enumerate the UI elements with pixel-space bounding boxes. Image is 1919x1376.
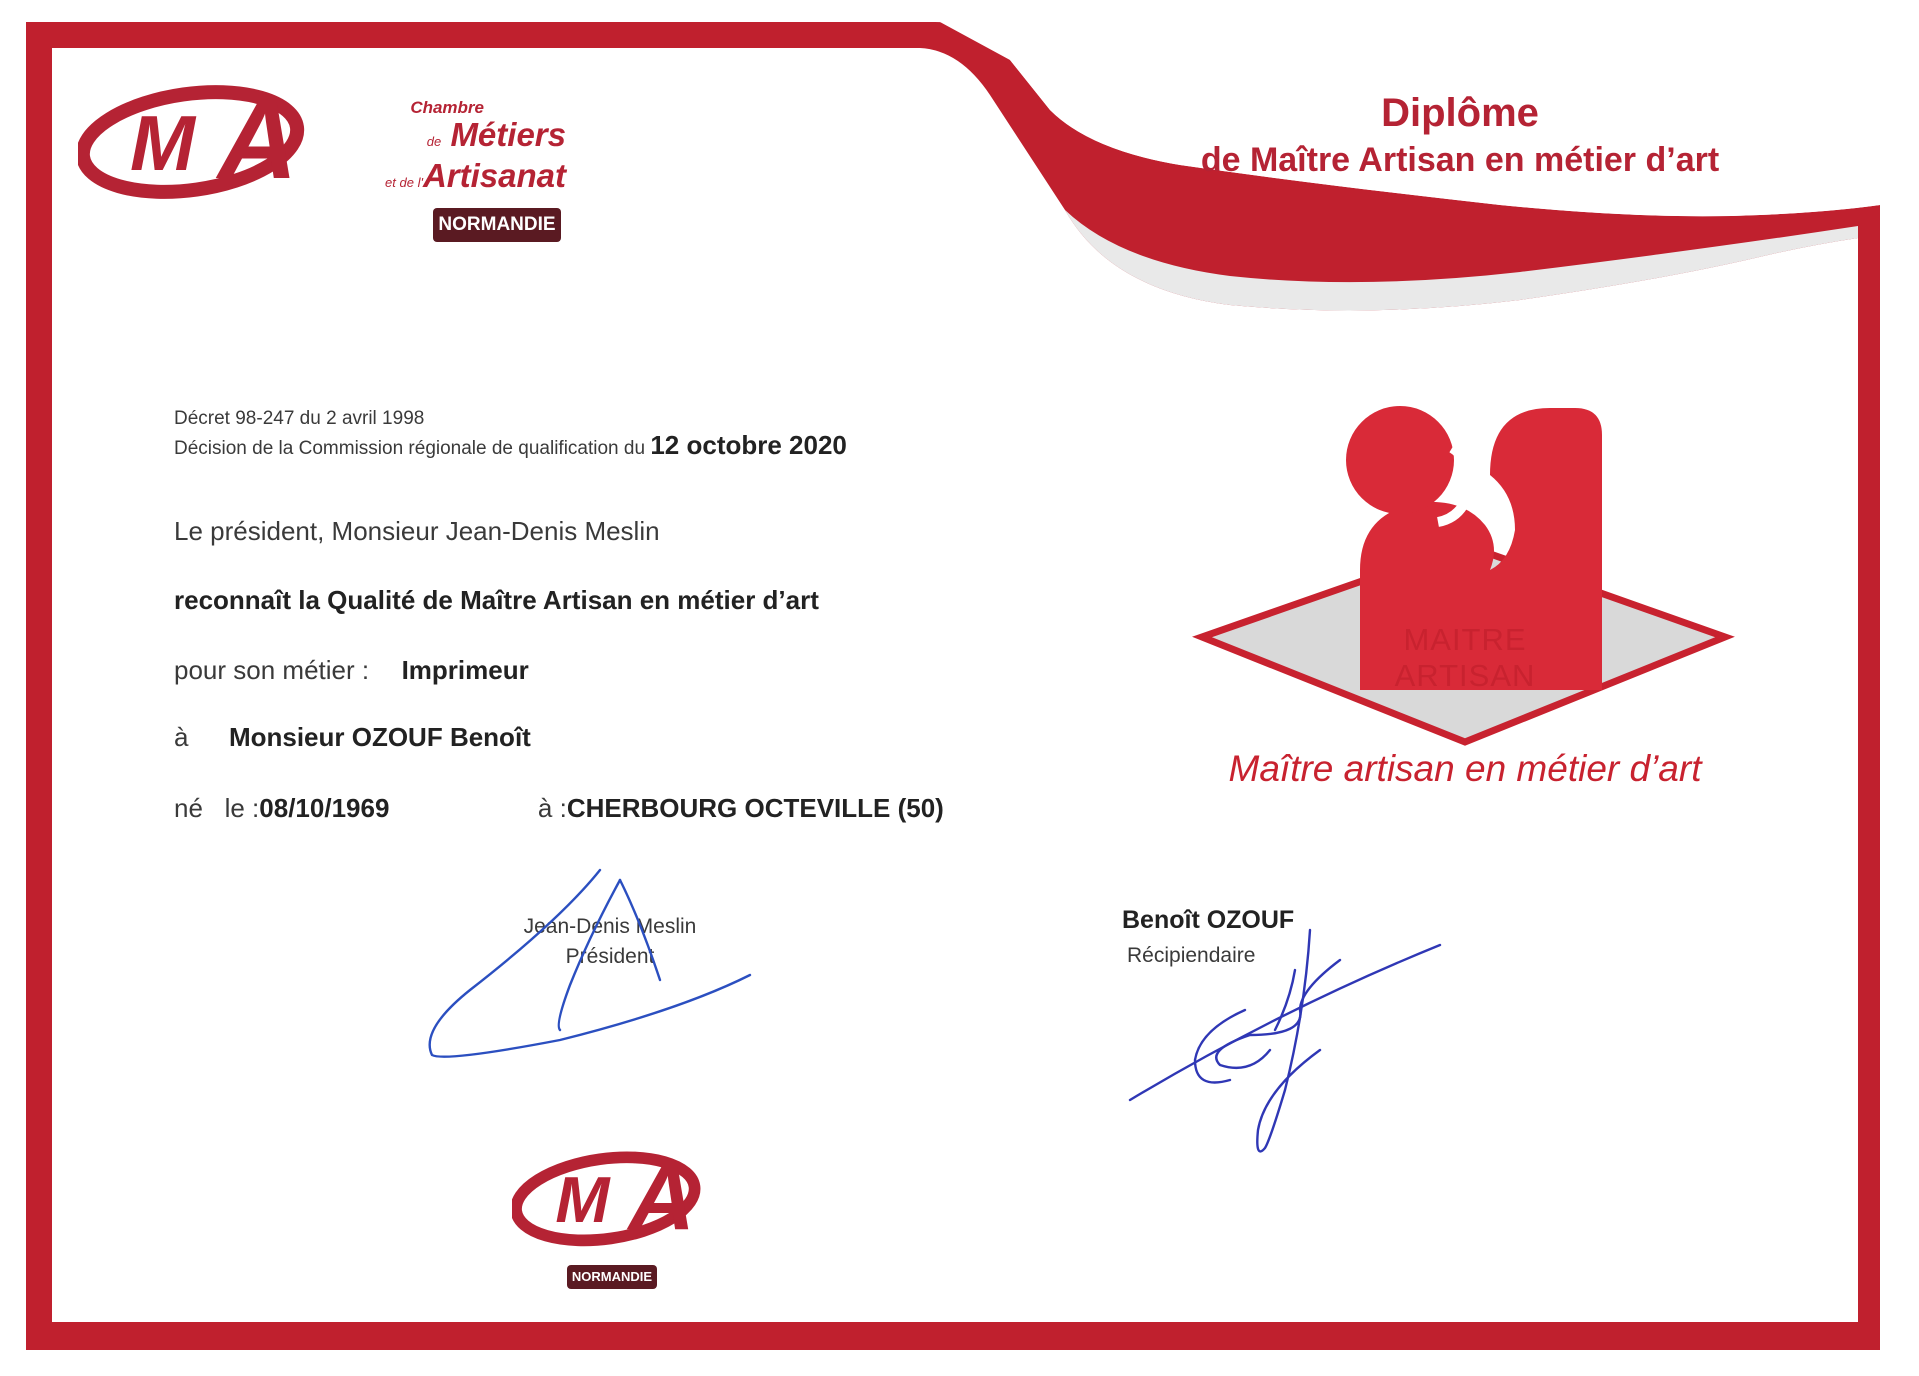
et-de-label: et de l'	[385, 175, 423, 190]
person-prefix: à	[174, 722, 189, 752]
svg-text:M: M	[555, 1163, 610, 1237]
cma-logo-footer	[512, 1148, 712, 1258]
emblem-caption: Maître artisan en métier d’art	[1228, 748, 1702, 789]
emblem-line-2: ARTISAN	[1394, 658, 1536, 693]
president-signature-block	[480, 912, 740, 972]
recipient-name: Benoît OZOUF	[1122, 906, 1295, 934]
metier-line	[174, 655, 529, 686]
birth-line	[174, 793, 944, 824]
chamber-name	[326, 98, 566, 200]
diploma-title	[1060, 88, 1860, 182]
birth-label: né le :	[174, 793, 260, 823]
president-line: Le président, Monsieur Jean-Denis Meslin	[174, 516, 660, 546]
person-value: Monsieur OZOUF Benoît	[228, 722, 531, 752]
person-line	[174, 722, 531, 753]
recognition-line: reconnaît la Qualité de Maître Artisan en métier d’art	[174, 585, 819, 615]
metier-label: pour son métier :	[174, 655, 370, 685]
svg-text:A: A	[218, 82, 298, 202]
decree-block	[174, 405, 847, 462]
metier-value: Imprimeur	[401, 655, 529, 685]
svg-text:M: M	[130, 99, 195, 187]
emblem-text	[1330, 622, 1600, 694]
region-badge-footer: NORMANDIE	[567, 1265, 657, 1289]
birth-place-label: à :	[537, 793, 567, 823]
chambre-label: Chambre	[410, 98, 484, 117]
cma-logo	[78, 82, 318, 212]
emblem-line-1: MAITRE	[1403, 622, 1527, 657]
de-label: de	[426, 134, 442, 149]
birth-place: CHERBOURG OCTEVILLE (50)	[566, 793, 944, 823]
president-name: Jean-Denis Meslin	[523, 915, 697, 938]
president-role: Président	[565, 945, 655, 968]
metiers-label: Métiers	[450, 116, 566, 153]
recipient-role: Récipiendaire	[1127, 944, 1256, 967]
title-line-1: Diplôme	[1381, 91, 1539, 135]
region-badge: NORMANDIE	[433, 208, 561, 242]
svg-text:A: A	[628, 1148, 695, 1249]
artisanat-label: Artisanat	[422, 157, 566, 194]
decree-line: Décret 98-247 du 2 avril 1998	[174, 408, 425, 429]
title-line-2: de Maître Artisan en métier d’art	[1200, 141, 1720, 179]
decision-date: 12 octobre 2020	[650, 430, 847, 460]
decision-prefix: Décision de la Commission régionale de qualification du	[174, 438, 651, 459]
maitre-artisan-emblem	[1190, 400, 1740, 760]
birth-date: 08/10/1969	[259, 793, 390, 823]
